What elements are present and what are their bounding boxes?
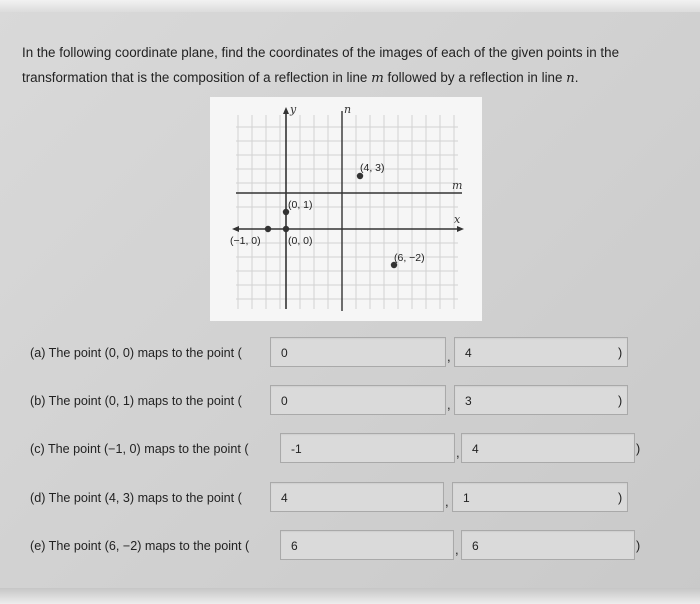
instructions bbox=[22, 40, 682, 91]
bottom-edge bbox=[0, 588, 700, 604]
question-d-prompt: (d) The point (4, 3) maps to the point ( bbox=[30, 491, 242, 505]
instructions-text-b: followed by a reflection in line bbox=[383, 70, 567, 85]
question-a-y-input[interactable]: 4 bbox=[454, 337, 628, 367]
question-c-close-paren: ) bbox=[636, 442, 641, 456]
question-b-x-input[interactable]: 0 bbox=[270, 385, 446, 415]
y-axis-label: y bbox=[290, 103, 297, 116]
question-d-y-input[interactable]: 1 bbox=[452, 482, 628, 512]
question-a-close-paren: ) bbox=[618, 346, 623, 360]
point-4-3-label: (4, 3) bbox=[360, 162, 385, 174]
question-b-y-input[interactable]: 3 bbox=[454, 385, 628, 415]
question-e-x-input[interactable]: 6 bbox=[280, 530, 454, 560]
question-a-prompt: (a) The point (0, 0) maps to the point ( bbox=[30, 346, 242, 360]
instructions-text-c: . bbox=[574, 70, 579, 85]
question-e-y-input[interactable]: 6 bbox=[461, 530, 635, 560]
x-axis-label: x bbox=[454, 213, 461, 226]
question-c-x-input[interactable]: -1 bbox=[280, 433, 455, 463]
question-b-close-paren: ) bbox=[618, 394, 623, 408]
point-neg1-0 bbox=[265, 226, 271, 232]
point-neg1-0-label: (−1, 0) bbox=[230, 235, 261, 247]
coordinate-plane-svg bbox=[210, 97, 482, 321]
line-n-ref: n bbox=[566, 71, 575, 86]
y-axis-arrow bbox=[283, 107, 289, 114]
question-e-prompt: (e) The point (6, −2) maps to the point ( bbox=[30, 539, 250, 553]
top-edge bbox=[0, 0, 700, 12]
instructions-line-2 bbox=[22, 65, 682, 91]
question-a-x-input[interactable]: 0 bbox=[270, 337, 446, 367]
question-c-comma: , bbox=[456, 445, 460, 460]
question-b-comma: , bbox=[447, 397, 451, 412]
point-0-0 bbox=[283, 226, 289, 232]
line-m-ref: m bbox=[371, 71, 384, 86]
x-axis-arrow-left bbox=[232, 226, 239, 232]
coordinate-plane bbox=[210, 97, 482, 321]
point-6-neg2-label: (6, −2) bbox=[394, 252, 425, 264]
question-d-x-input[interactable]: 4 bbox=[270, 482, 444, 512]
x-axis-arrow bbox=[457, 226, 464, 232]
question-b-prompt: (b) The point (0, 1) maps to the point ( bbox=[30, 394, 242, 408]
question-a-comma: , bbox=[447, 349, 451, 364]
line-n-label: n bbox=[344, 103, 352, 116]
point-0-0-label: (0, 0) bbox=[288, 235, 313, 247]
question-c-prompt: (c) The point (−1, 0) maps to the point ( bbox=[30, 442, 249, 456]
question-d-comma: , bbox=[445, 494, 449, 509]
grid-lines bbox=[236, 115, 458, 309]
point-0-1-label: (0, 1) bbox=[288, 199, 313, 211]
question-e-comma: , bbox=[455, 542, 459, 557]
question-e-close-paren: ) bbox=[636, 539, 641, 553]
question-d-close-paren: ) bbox=[618, 491, 623, 505]
instructions-line-1: In the following coordinate plane, find the coordinates of the images of each of the given points in the bbox=[22, 45, 620, 60]
question-c-y-input[interactable]: 4 bbox=[461, 433, 635, 463]
line-m-label: m bbox=[452, 179, 463, 192]
instructions-text-a: transformation that is the composition of a reflection in line bbox=[22, 70, 372, 85]
